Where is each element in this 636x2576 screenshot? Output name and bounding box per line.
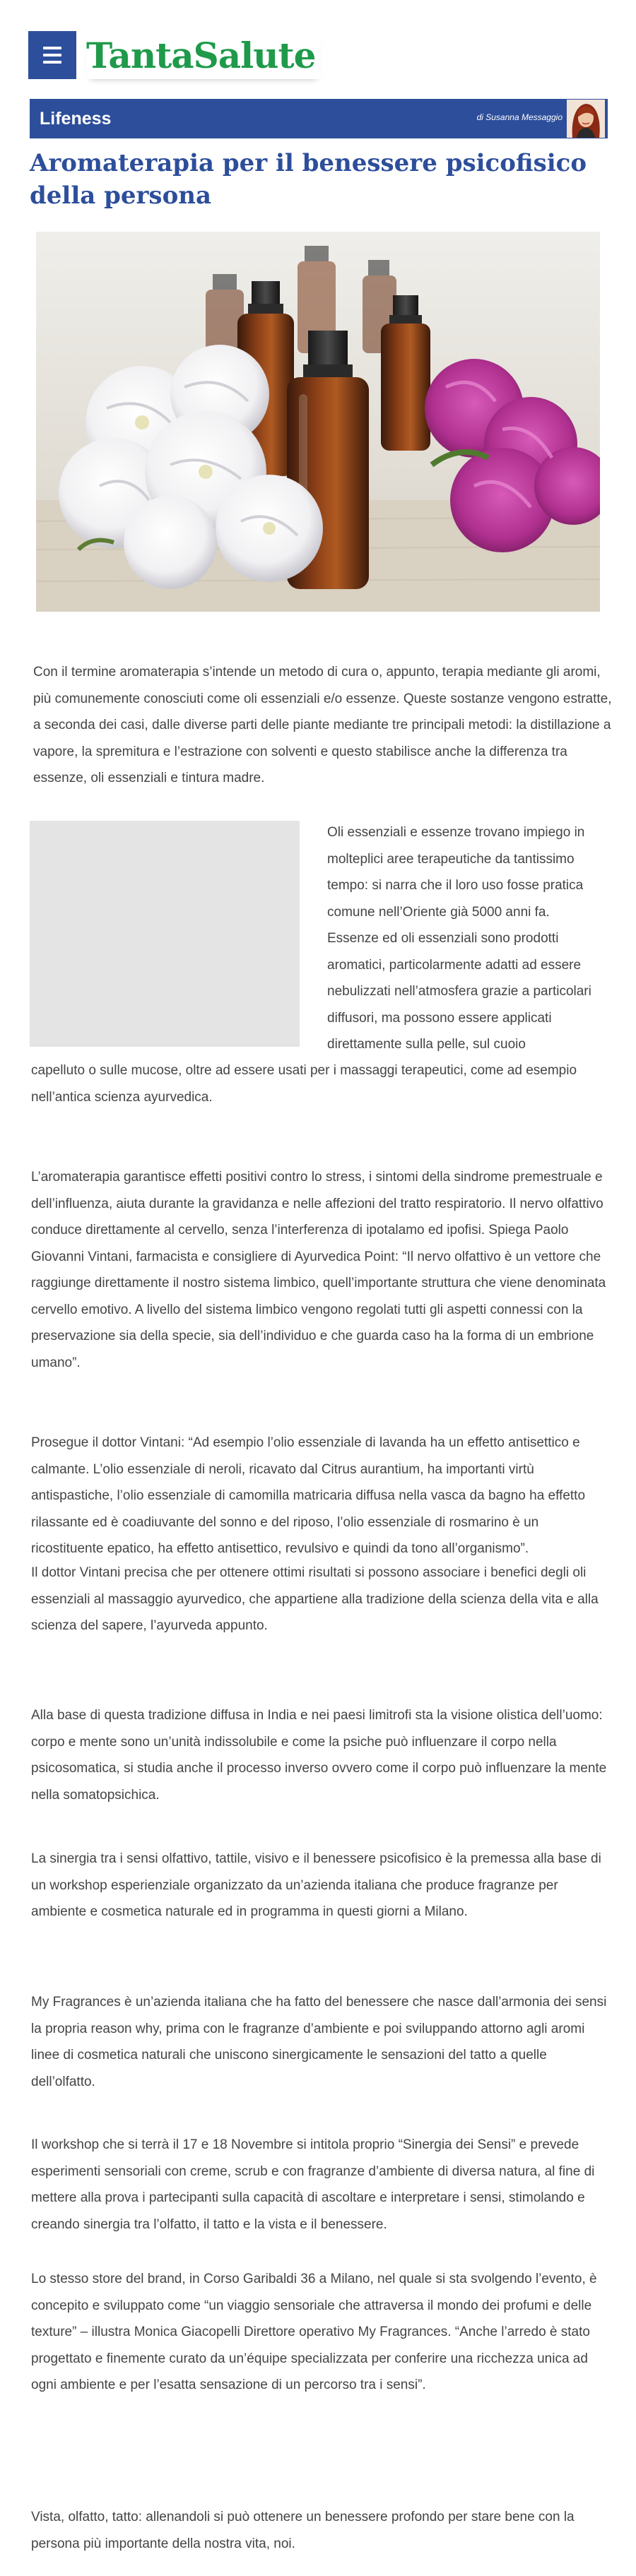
article-paragraph: La sinergia tra i sensi olfattivo, tattile, visivo e il benessere psicofisico è la premessa alla base di un workshop esperienziale organizzato da un’azienda italiana che produce fragranze per ambiente e cosmetica naturale ed in programma in questi giorni a Milano. xyxy=(31,1851,601,1919)
article-paragraph: capelluto o sulle mucose, oltre ad essere usati per i massaggi terapeutici, come ad esempio nell’antica scienza ayurvedica. xyxy=(31,1063,577,1105)
article-paragraph-float: Oli essenziali e essenze trovano impiego in molteplici aree terapeutiche da tantissimo tempo: si narra che il loro uso fosse pratica comune nell’Oriente già 5000 anni fa. Essenze ed oli essenziali sono prodotti aromatici, particolarmente adatti ad essere nebulizzati nell’atmosfera grazie a particolari diffusori, ma possono essere applicati direttamente sulla pelle, sul cuoio xyxy=(327,825,591,1052)
article-title: Aromaterapia per il benessere psicofisico della persona xyxy=(30,149,587,210)
menu-line xyxy=(43,61,61,64)
article-paragraph: Il dottor Vintani precisa che per ottenere ottimi risultati si possono associare i benefici degli oli essenziali al massaggio ayurvedico, che appartiene alla tradizione della scienza della vita e alla scienza del sapere, l’ayurveda appunto. xyxy=(31,1565,599,1633)
article-paragraph: Vista, olfatto, tatto: allenandoli si può ottenere un benessere profondo per stare bene con la persona più importante della nostra vita, noi. xyxy=(31,2510,575,2551)
article-paragraph: Il workshop che si terrà il 17 e 18 Novembre si intitola proprio “Sinergia dei Sensi” e prevede esperimenti sensoriali con creme, scrub e con fragranze d’ambiente di diversa natura, al fine di mettere alla prova i partecipanti sulla capacità di ascoltare e interpretare i sensi, stimolando e creando sinergia tra l’olfatto, il tatto e la vista e il benessere. xyxy=(31,2137,595,2232)
ad-placeholder xyxy=(30,821,300,1047)
site-logo[interactable] xyxy=(86,31,321,79)
author-photo xyxy=(567,100,605,138)
article-paragraph: Prosegue il dottor Vintani: “Ad esempio l’olio essenziale di lavanda ha un effetto antisettico e calmante. L’olio essenziale di neroli, ricavato dal Citrus aurantium, ha importanti virtù antispastiche, l’olio essenziale di camomilla matricaria diffusa nella vasca da bagno ha effetto rilassante ed è coadiuvante del sonno e del riposo, l’olio essenziale di rosmarino è un ricostituente epatico, ha effetto antisettico, revulsivo e quindi da tono all’organismo”. xyxy=(31,1435,586,1556)
hero-image xyxy=(36,232,600,612)
essential-oils-flowers-illustration xyxy=(36,232,600,612)
logo-part-2: Salute xyxy=(193,34,316,76)
article-paragraph: L’aromaterapia garantisce effetti positivi contro lo stress, i sintomi della sindrome premestruale e dell’influenza, aiuta durante la gravidanza e nelle affezioni del tratto respiratorio. Il nervo olfattivo conduce direttamente al cervello, senza l’interferenza di ipotalamo ed ipofisi. Spiega Paolo Giovanni Vintani, farmacista e consigliere di Ayurvedica Point: “Il nervo olfattivo è un vettore che raggiunge direttamente il nostro sistema limbico, quell’importante struttura che viene denominata cervello emotivo. A livello del sistema limbico vengono regolati tutti gli aspetti connessi con la preservazione sia della specie, sia dell’individuo e che guarda caso ha la forma di un embrione umano”. xyxy=(31,1170,606,1370)
menu-line xyxy=(43,54,61,57)
author-avatar xyxy=(567,100,605,138)
article-paragraph: Alla base di questa tradizione diffusa in India e nei paesi limitrofi sta la visione olistica dell’uomo: corpo e mente sono un’unità indissolubile e come la psiche può influenzare il corpo nella psicosomatica, si studia anche il processo inverso ovvero come il corpo può influenzare la mente nella somatopsichica. xyxy=(31,1708,607,1803)
section-bar xyxy=(30,99,608,138)
hamburger-menu-icon[interactable] xyxy=(28,31,76,79)
logo-part-1: Tanta xyxy=(86,34,194,76)
section-name[interactable]: Lifeness xyxy=(40,108,112,129)
site-header xyxy=(0,0,636,99)
article-paragraph: Lo stesso store del brand, in Corso Garibaldi 36 a Milano, nel quale si sta svolgendo l’evento, è concepito e sviluppato come “un viaggio sensoriale che attraversa il mondo dei profumi e delle texture” – illustra Monica Giacopelli Direttore operativo My Fragrances. “Anche l’arredo è stato progettato e finemente curato da un’équipe specializzata per conferire una ricchezza unica ad ogni ambiente e per l’esatta sensazione di un percorso tra i sensi”. xyxy=(31,2272,597,2392)
author-name: di Susanna Messaggio xyxy=(476,112,563,122)
menu-line xyxy=(43,47,61,49)
article-paragraph: My Fragrances è un’azienda italiana che ha fatto del benessere che nasce dall’armonia dei sensi la propria reason why, prima con le fragranze d’ambiente e poi sviluppando attorno agli aromi linee di cosmetica naturali che uniscono sinergicamente le sensazioni del tatto a quelle dell’olfatto. xyxy=(31,1995,607,2089)
article-paragraph: Con il termine aromaterapia s’intende un metodo di cura o, appunto, terapia mediante gli aromi, più comunemente conosciuti come oli essenziali e/o essenze. Queste sostanze vengono estratte, a seconda dei casi, dalle diverse parti delle piante mediante tre principali metodi: la distillazione a vapore, la spremitura e l’estrazione con solventi e questo stabilisce anche la differenza tra essenze, oli essenziali e tintura madre. xyxy=(33,665,612,785)
